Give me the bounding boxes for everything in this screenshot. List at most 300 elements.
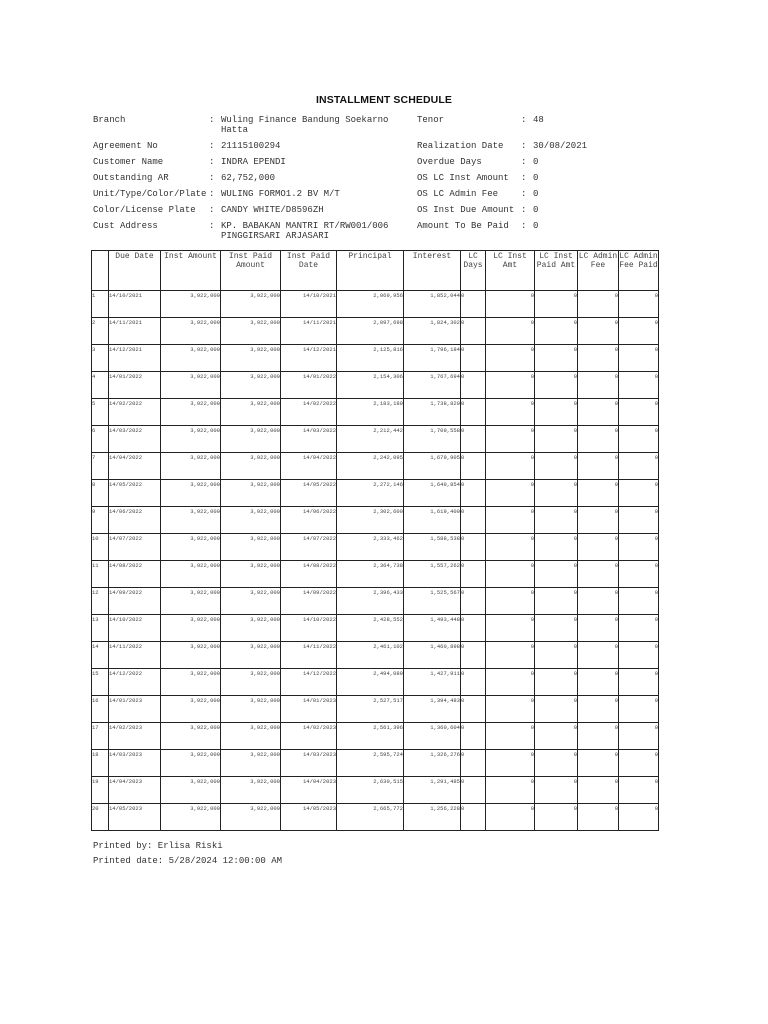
column-header-no bbox=[92, 251, 109, 291]
cell-due-date: 14/12/2022 bbox=[109, 669, 161, 696]
column-header-inst-amount: Inst Amount bbox=[161, 251, 221, 291]
cell-inst-paid-amount: 3,922,000 bbox=[221, 291, 281, 318]
cell-interest: 1,291,485 bbox=[404, 777, 461, 804]
cell-due-date: 14/03/2023 bbox=[109, 750, 161, 777]
cell-lc-inst-amt: 0 bbox=[486, 372, 535, 399]
cell-inst-amount: 3,922,000 bbox=[161, 534, 221, 561]
installment-table bbox=[91, 250, 659, 831]
info-label-cust-address: Cust Address bbox=[93, 221, 158, 231]
cell-lc-inst-paid-amt: 0 bbox=[535, 480, 578, 507]
cell-principal: 2,527,517 bbox=[337, 696, 404, 723]
cell-lc-inst-amt: 0 bbox=[486, 642, 535, 669]
printed-date: Printed date: 5/28/2024 12:00:00 AM bbox=[93, 856, 283, 866]
cell-no: 10 bbox=[92, 534, 109, 561]
column-header-lc-inst-paid-amt: LC Inst Paid Amt bbox=[535, 251, 578, 291]
table-row bbox=[92, 750, 659, 777]
cell-lc-inst-amt: 0 bbox=[486, 615, 535, 642]
info-label-color-license-plate: Color/License Plate bbox=[93, 205, 196, 215]
info-value-outstanding-ar: 62,752,000 bbox=[221, 173, 276, 183]
table-row bbox=[92, 453, 659, 480]
cell-inst-paid-date: 14/06/2022 bbox=[281, 507, 337, 534]
cell-lc-inst-amt: 0 bbox=[486, 534, 535, 561]
cell-lc-admin-fee-paid: 0 bbox=[619, 345, 659, 372]
table-body bbox=[92, 291, 659, 831]
info-value-customer-name: INDRA EPENDI bbox=[221, 157, 286, 167]
cell-inst-paid-date: 14/01/2022 bbox=[281, 372, 337, 399]
column-header-lc-inst-amt: LC Inst Amt bbox=[486, 251, 535, 291]
cell-interest: 1,493,448 bbox=[404, 615, 461, 642]
cell-lc-inst-amt: 0 bbox=[486, 669, 535, 696]
cell-lc-admin-fee-paid: 0 bbox=[619, 480, 659, 507]
table-row bbox=[92, 615, 659, 642]
cell-inst-paid-amount: 3,922,000 bbox=[221, 507, 281, 534]
info-label-os-lc-admin-fee: OS LC Admin Fee bbox=[417, 189, 499, 199]
table-row bbox=[92, 345, 659, 372]
cell-inst-paid-date: 14/10/2021 bbox=[281, 291, 337, 318]
info-separator: : bbox=[521, 115, 527, 125]
cell-inst-paid-date: 14/08/2022 bbox=[281, 561, 337, 588]
cell-inst-paid-amount: 3,922,000 bbox=[221, 318, 281, 345]
info-separator: : bbox=[209, 189, 215, 199]
cell-inst-amount: 3,922,000 bbox=[161, 345, 221, 372]
table-row bbox=[92, 318, 659, 345]
cell-lc-inst-paid-amt: 0 bbox=[535, 318, 578, 345]
cell-inst-amount: 3,922,000 bbox=[161, 696, 221, 723]
cell-inst-paid-date: 14/03/2022 bbox=[281, 426, 337, 453]
info-value-cust-address: KP. BABAKAN MANTRI RT/RW001/006 PINGGIRSARI ARJASARI bbox=[221, 221, 389, 241]
cell-lc-admin-fee-paid: 0 bbox=[619, 507, 659, 534]
cell-lc-days: 0 bbox=[461, 804, 486, 831]
cell-principal: 2,595,724 bbox=[337, 750, 404, 777]
cell-lc-admin-fee: 0 bbox=[578, 426, 619, 453]
cell-lc-inst-paid-amt: 0 bbox=[535, 777, 578, 804]
cell-no: 18 bbox=[92, 750, 109, 777]
cell-inst-paid-amount: 3,922,000 bbox=[221, 453, 281, 480]
cell-inst-paid-date: 14/12/2021 bbox=[281, 345, 337, 372]
cell-lc-admin-fee-paid: 0 bbox=[619, 372, 659, 399]
cell-lc-inst-amt: 0 bbox=[486, 804, 535, 831]
cell-lc-inst-amt: 0 bbox=[486, 426, 535, 453]
cell-no: 8 bbox=[92, 480, 109, 507]
info-value-overdue-days: 0 bbox=[533, 157, 539, 167]
cell-lc-admin-fee-paid: 0 bbox=[619, 696, 659, 723]
info-label-os-lc-inst-amount: OS LC Inst Amount bbox=[417, 173, 509, 183]
cell-inst-paid-amount: 3,922,000 bbox=[221, 669, 281, 696]
info-label-amount-to-be-paid: Amount To Be Paid bbox=[417, 221, 509, 231]
cell-lc-days: 0 bbox=[461, 750, 486, 777]
cell-interest: 1,460,898 bbox=[404, 642, 461, 669]
table-row bbox=[92, 426, 659, 453]
info-label-agreement-no: Agreement No bbox=[93, 141, 158, 151]
info-label-customer-name: Customer Name bbox=[93, 157, 164, 167]
cell-lc-days: 0 bbox=[461, 453, 486, 480]
cell-lc-inst-amt: 0 bbox=[486, 318, 535, 345]
cell-inst-amount: 3,922,000 bbox=[161, 723, 221, 750]
agreement-info-right bbox=[417, 115, 677, 245]
info-separator: : bbox=[209, 141, 215, 151]
cell-lc-days: 0 bbox=[461, 318, 486, 345]
cell-lc-admin-fee-paid: 0 bbox=[619, 426, 659, 453]
cell-inst-amount: 3,922,000 bbox=[161, 399, 221, 426]
cell-due-date: 14/02/2023 bbox=[109, 723, 161, 750]
cell-inst-paid-amount: 3,922,000 bbox=[221, 426, 281, 453]
info-separator: : bbox=[521, 189, 527, 199]
column-header-inst-paid-amount: Inst Paid Amount bbox=[221, 251, 281, 291]
cell-no: 4 bbox=[92, 372, 109, 399]
table-row bbox=[92, 480, 659, 507]
cell-due-date: 14/04/2022 bbox=[109, 453, 161, 480]
table-row bbox=[92, 399, 659, 426]
cell-principal: 2,097,698 bbox=[337, 318, 404, 345]
cell-principal: 2,302,600 bbox=[337, 507, 404, 534]
cell-lc-days: 0 bbox=[461, 669, 486, 696]
cell-inst-amount: 3,922,000 bbox=[161, 642, 221, 669]
cell-principal: 2,630,515 bbox=[337, 777, 404, 804]
cell-principal: 2,069,956 bbox=[337, 291, 404, 318]
cell-due-date: 14/11/2021 bbox=[109, 318, 161, 345]
info-label-outstanding-ar: Outstanding AR bbox=[93, 173, 169, 183]
cell-interest: 1,256,228 bbox=[404, 804, 461, 831]
cell-inst-paid-date: 14/11/2022 bbox=[281, 642, 337, 669]
cell-lc-days: 0 bbox=[461, 561, 486, 588]
cell-inst-paid-date: 14/12/2022 bbox=[281, 669, 337, 696]
cell-lc-admin-fee: 0 bbox=[578, 507, 619, 534]
table-row bbox=[92, 372, 659, 399]
cell-lc-admin-fee-paid: 0 bbox=[619, 561, 659, 588]
cell-inst-paid-date: 14/01/2023 bbox=[281, 696, 337, 723]
cell-no: 20 bbox=[92, 804, 109, 831]
cell-no: 17 bbox=[92, 723, 109, 750]
cell-inst-paid-date: 14/02/2022 bbox=[281, 399, 337, 426]
column-header-due-date: Due Date bbox=[109, 251, 161, 291]
cell-lc-inst-amt: 0 bbox=[486, 507, 535, 534]
cell-inst-amount: 3,922,000 bbox=[161, 804, 221, 831]
info-separator: : bbox=[209, 157, 215, 167]
cell-due-date: 14/09/2022 bbox=[109, 588, 161, 615]
cell-no: 5 bbox=[92, 399, 109, 426]
cell-lc-days: 0 bbox=[461, 426, 486, 453]
cell-due-date: 14/10/2022 bbox=[109, 615, 161, 642]
cell-interest: 1,796,184 bbox=[404, 345, 461, 372]
table-row bbox=[92, 723, 659, 750]
cell-lc-admin-fee-paid: 0 bbox=[619, 399, 659, 426]
cell-interest: 1,525,567 bbox=[404, 588, 461, 615]
info-value-os-inst-due-amount: 0 bbox=[533, 205, 539, 215]
cell-lc-inst-paid-amt: 0 bbox=[535, 561, 578, 588]
cell-lc-inst-amt: 0 bbox=[486, 399, 535, 426]
cell-lc-admin-fee: 0 bbox=[578, 588, 619, 615]
cell-due-date: 14/05/2023 bbox=[109, 804, 161, 831]
info-value-agreement-no: 21115100294 bbox=[221, 141, 281, 151]
cell-inst-paid-amount: 3,922,000 bbox=[221, 615, 281, 642]
cell-lc-inst-amt: 0 bbox=[486, 777, 535, 804]
info-value-amount-to-be-paid: 0 bbox=[533, 221, 539, 231]
table-row bbox=[92, 507, 659, 534]
cell-lc-inst-amt: 0 bbox=[486, 696, 535, 723]
cell-lc-days: 0 bbox=[461, 291, 486, 318]
info-separator: : bbox=[521, 141, 527, 151]
cell-lc-days: 0 bbox=[461, 615, 486, 642]
cell-lc-admin-fee: 0 bbox=[578, 750, 619, 777]
cell-interest: 1,767,694 bbox=[404, 372, 461, 399]
cell-no: 3 bbox=[92, 345, 109, 372]
cell-inst-amount: 3,922,000 bbox=[161, 561, 221, 588]
table-header-row bbox=[92, 251, 659, 291]
cell-interest: 1,360,604 bbox=[404, 723, 461, 750]
info-label-tenor: Tenor bbox=[417, 115, 445, 125]
cell-due-date: 14/08/2022 bbox=[109, 561, 161, 588]
cell-inst-amount: 3,922,000 bbox=[161, 615, 221, 642]
cell-inst-paid-date: 14/09/2022 bbox=[281, 588, 337, 615]
cell-lc-admin-fee-paid: 0 bbox=[619, 750, 659, 777]
cell-inst-paid-amount: 3,922,000 bbox=[221, 534, 281, 561]
info-separator: : bbox=[209, 115, 215, 125]
cell-no: 1 bbox=[92, 291, 109, 318]
cell-lc-admin-fee-paid: 0 bbox=[619, 588, 659, 615]
cell-inst-amount: 3,922,000 bbox=[161, 291, 221, 318]
cell-lc-admin-fee: 0 bbox=[578, 291, 619, 318]
cell-inst-paid-amount: 3,922,000 bbox=[221, 561, 281, 588]
table-row bbox=[92, 642, 659, 669]
cell-lc-admin-fee: 0 bbox=[578, 453, 619, 480]
cell-lc-days: 0 bbox=[461, 507, 486, 534]
cell-principal: 2,183,180 bbox=[337, 399, 404, 426]
cell-inst-paid-amount: 3,922,000 bbox=[221, 723, 281, 750]
cell-inst-paid-date: 14/05/2023 bbox=[281, 804, 337, 831]
cell-interest: 1,679,905 bbox=[404, 453, 461, 480]
document-title: INSTALLMENT SCHEDULE bbox=[316, 94, 452, 106]
cell-no: 19 bbox=[92, 777, 109, 804]
cell-lc-admin-fee: 0 bbox=[578, 318, 619, 345]
cell-due-date: 14/07/2022 bbox=[109, 534, 161, 561]
printed-by: Printed by: Erlisa Riski bbox=[93, 841, 223, 851]
info-label-unit-type-color-plate: Unit/Type/Color/Plate bbox=[93, 189, 207, 199]
cell-due-date: 14/02/2022 bbox=[109, 399, 161, 426]
cell-lc-inst-amt: 0 bbox=[486, 345, 535, 372]
info-value-branch: Wuling Finance Bandung Soekarno Hatta bbox=[221, 115, 389, 135]
cell-inst-paid-amount: 3,922,000 bbox=[221, 399, 281, 426]
cell-inst-amount: 3,922,000 bbox=[161, 588, 221, 615]
table-row bbox=[92, 669, 659, 696]
cell-inst-paid-date: 14/11/2021 bbox=[281, 318, 337, 345]
cell-inst-paid-date: 14/02/2023 bbox=[281, 723, 337, 750]
cell-no: 11 bbox=[92, 561, 109, 588]
info-value-unit-type-color-plate: WULING FORMO1.2 BV M/T bbox=[221, 189, 340, 199]
cell-lc-inst-amt: 0 bbox=[486, 480, 535, 507]
cell-principal: 2,428,552 bbox=[337, 615, 404, 642]
cell-inst-amount: 3,922,000 bbox=[161, 480, 221, 507]
cell-interest: 1,326,276 bbox=[404, 750, 461, 777]
cell-inst-amount: 3,922,000 bbox=[161, 507, 221, 534]
cell-inst-paid-date: 14/04/2022 bbox=[281, 453, 337, 480]
cell-lc-inst-paid-amt: 0 bbox=[535, 345, 578, 372]
cell-interest: 1,557,262 bbox=[404, 561, 461, 588]
cell-lc-inst-paid-amt: 0 bbox=[535, 669, 578, 696]
cell-inst-amount: 3,922,000 bbox=[161, 453, 221, 480]
cell-interest: 1,709,558 bbox=[404, 426, 461, 453]
cell-lc-admin-fee: 0 bbox=[578, 615, 619, 642]
info-label-realization-date: Realization Date bbox=[417, 141, 504, 151]
cell-inst-paid-amount: 3,922,000 bbox=[221, 804, 281, 831]
cell-inst-paid-amount: 3,922,000 bbox=[221, 777, 281, 804]
cell-interest: 1,394,483 bbox=[404, 696, 461, 723]
table-row bbox=[92, 696, 659, 723]
cell-lc-days: 0 bbox=[461, 696, 486, 723]
cell-lc-admin-fee-paid: 0 bbox=[619, 723, 659, 750]
cell-lc-admin-fee: 0 bbox=[578, 372, 619, 399]
cell-inst-paid-amount: 3,922,000 bbox=[221, 696, 281, 723]
cell-no: 9 bbox=[92, 507, 109, 534]
cell-inst-amount: 3,922,000 bbox=[161, 669, 221, 696]
cell-no: 7 bbox=[92, 453, 109, 480]
cell-lc-days: 0 bbox=[461, 480, 486, 507]
cell-principal: 2,665,772 bbox=[337, 804, 404, 831]
column-header-lc-admin-fee: LC Admin Fee bbox=[578, 251, 619, 291]
cell-lc-inst-amt: 0 bbox=[486, 588, 535, 615]
cell-lc-inst-paid-amt: 0 bbox=[535, 399, 578, 426]
cell-lc-days: 0 bbox=[461, 345, 486, 372]
cell-inst-paid-amount: 3,922,000 bbox=[221, 750, 281, 777]
cell-lc-admin-fee-paid: 0 bbox=[619, 642, 659, 669]
cell-lc-admin-fee-paid: 0 bbox=[619, 291, 659, 318]
cell-lc-admin-fee: 0 bbox=[578, 399, 619, 426]
table-row bbox=[92, 777, 659, 804]
cell-principal: 2,364,738 bbox=[337, 561, 404, 588]
table-row bbox=[92, 804, 659, 831]
cell-lc-inst-paid-amt: 0 bbox=[535, 696, 578, 723]
cell-lc-days: 0 bbox=[461, 777, 486, 804]
info-value-tenor: 48 bbox=[533, 115, 544, 125]
cell-inst-paid-date: 14/05/2022 bbox=[281, 480, 337, 507]
cell-interest: 1,588,538 bbox=[404, 534, 461, 561]
cell-lc-admin-fee: 0 bbox=[578, 696, 619, 723]
info-separator: : bbox=[209, 221, 215, 231]
cell-lc-inst-paid-amt: 0 bbox=[535, 534, 578, 561]
cell-inst-amount: 3,922,000 bbox=[161, 777, 221, 804]
cell-lc-days: 0 bbox=[461, 399, 486, 426]
cell-due-date: 14/05/2022 bbox=[109, 480, 161, 507]
cell-no: 6 bbox=[92, 426, 109, 453]
info-value-color-license-plate: CANDY WHITE/D8596ZH bbox=[221, 205, 324, 215]
cell-lc-inst-paid-amt: 0 bbox=[535, 453, 578, 480]
cell-lc-admin-fee: 0 bbox=[578, 777, 619, 804]
cell-lc-inst-paid-amt: 0 bbox=[535, 588, 578, 615]
cell-principal: 2,272,146 bbox=[337, 480, 404, 507]
cell-lc-days: 0 bbox=[461, 723, 486, 750]
cell-inst-paid-date: 14/10/2022 bbox=[281, 615, 337, 642]
cell-principal: 2,154,306 bbox=[337, 372, 404, 399]
agreement-info-left bbox=[93, 115, 413, 245]
cell-interest: 1,619,400 bbox=[404, 507, 461, 534]
table-row bbox=[92, 561, 659, 588]
cell-lc-admin-fee: 0 bbox=[578, 723, 619, 750]
cell-lc-admin-fee-paid: 0 bbox=[619, 804, 659, 831]
cell-inst-amount: 3,922,000 bbox=[161, 372, 221, 399]
cell-inst-paid-amount: 3,922,000 bbox=[221, 480, 281, 507]
cell-lc-admin-fee-paid: 0 bbox=[619, 777, 659, 804]
cell-interest: 1,427,911 bbox=[404, 669, 461, 696]
cell-lc-inst-amt: 0 bbox=[486, 561, 535, 588]
cell-principal: 2,212,442 bbox=[337, 426, 404, 453]
info-label-branch: Branch bbox=[93, 115, 126, 125]
info-value-realization-date: 30/08/2021 bbox=[533, 141, 588, 151]
info-label-os-inst-due-amount: OS Inst Due Amount bbox=[417, 205, 515, 215]
cell-lc-inst-paid-amt: 0 bbox=[535, 507, 578, 534]
cell-no: 12 bbox=[92, 588, 109, 615]
cell-principal: 2,242,095 bbox=[337, 453, 404, 480]
cell-interest: 1,852,044 bbox=[404, 291, 461, 318]
cell-lc-inst-paid-amt: 0 bbox=[535, 642, 578, 669]
cell-no: 15 bbox=[92, 669, 109, 696]
cell-lc-inst-paid-amt: 0 bbox=[535, 426, 578, 453]
cell-lc-inst-amt: 0 bbox=[486, 291, 535, 318]
column-header-interest: Interest bbox=[404, 251, 461, 291]
cell-lc-inst-paid-amt: 0 bbox=[535, 372, 578, 399]
info-separator: : bbox=[521, 221, 527, 231]
cell-lc-inst-paid-amt: 0 bbox=[535, 723, 578, 750]
cell-principal: 2,461,102 bbox=[337, 642, 404, 669]
column-header-principal: Principal bbox=[337, 251, 404, 291]
cell-lc-inst-paid-amt: 0 bbox=[535, 291, 578, 318]
cell-lc-admin-fee-paid: 0 bbox=[619, 318, 659, 345]
cell-no: 16 bbox=[92, 696, 109, 723]
cell-lc-admin-fee-paid: 0 bbox=[619, 453, 659, 480]
cell-lc-inst-amt: 0 bbox=[486, 750, 535, 777]
info-separator: : bbox=[521, 173, 527, 183]
cell-lc-admin-fee: 0 bbox=[578, 534, 619, 561]
cell-due-date: 14/10/2021 bbox=[109, 291, 161, 318]
cell-lc-inst-amt: 0 bbox=[486, 723, 535, 750]
cell-inst-paid-amount: 3,922,000 bbox=[221, 642, 281, 669]
cell-inst-paid-amount: 3,922,000 bbox=[221, 345, 281, 372]
cell-principal: 2,396,433 bbox=[337, 588, 404, 615]
cell-due-date: 14/03/2022 bbox=[109, 426, 161, 453]
cell-due-date: 14/04/2023 bbox=[109, 777, 161, 804]
table-row bbox=[92, 534, 659, 561]
info-value-os-lc-admin-fee: 0 bbox=[533, 189, 539, 199]
cell-lc-admin-fee-paid: 0 bbox=[619, 534, 659, 561]
cell-due-date: 14/01/2023 bbox=[109, 696, 161, 723]
cell-lc-inst-paid-amt: 0 bbox=[535, 615, 578, 642]
cell-inst-paid-date: 14/03/2023 bbox=[281, 750, 337, 777]
cell-lc-admin-fee-paid: 0 bbox=[619, 615, 659, 642]
cell-principal: 2,333,462 bbox=[337, 534, 404, 561]
cell-lc-days: 0 bbox=[461, 372, 486, 399]
column-header-lc-admin-fee-paid: LC Admin Fee Paid bbox=[619, 251, 659, 291]
cell-inst-paid-amount: 3,922,000 bbox=[221, 588, 281, 615]
cell-due-date: 14/11/2022 bbox=[109, 642, 161, 669]
cell-principal: 2,561,396 bbox=[337, 723, 404, 750]
cell-principal: 2,494,089 bbox=[337, 669, 404, 696]
cell-lc-admin-fee: 0 bbox=[578, 345, 619, 372]
cell-lc-admin-fee: 0 bbox=[578, 642, 619, 669]
cell-lc-admin-fee: 0 bbox=[578, 480, 619, 507]
cell-inst-paid-date: 14/07/2022 bbox=[281, 534, 337, 561]
info-separator: : bbox=[209, 173, 215, 183]
cell-principal: 2,125,816 bbox=[337, 345, 404, 372]
cell-no: 13 bbox=[92, 615, 109, 642]
cell-inst-amount: 3,922,000 bbox=[161, 426, 221, 453]
column-header-inst-paid-date: Inst Paid Date bbox=[281, 251, 337, 291]
cell-inst-amount: 3,922,000 bbox=[161, 318, 221, 345]
info-separator: : bbox=[209, 205, 215, 215]
cell-lc-admin-fee: 0 bbox=[578, 804, 619, 831]
cell-inst-amount: 3,922,000 bbox=[161, 750, 221, 777]
cell-lc-admin-fee: 0 bbox=[578, 669, 619, 696]
cell-lc-admin-fee: 0 bbox=[578, 561, 619, 588]
cell-lc-days: 0 bbox=[461, 642, 486, 669]
cell-no: 2 bbox=[92, 318, 109, 345]
